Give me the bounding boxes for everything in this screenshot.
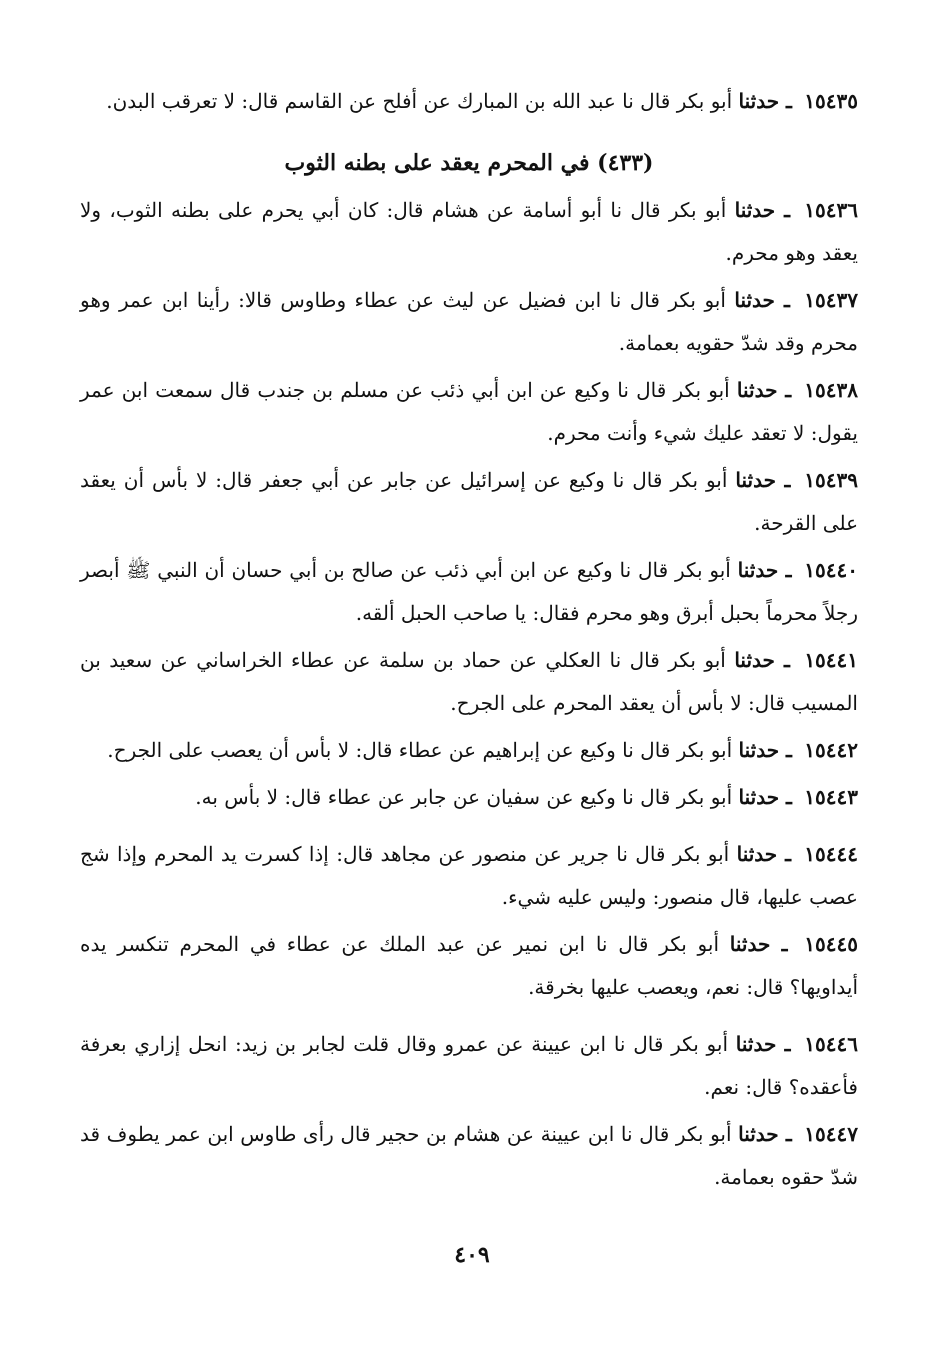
hadith-number: ١٥٤٤٢: [804, 738, 858, 762]
hadith-number: ١٥٤٤٥: [804, 932, 858, 956]
hadith-15441: [80, 639, 858, 725]
hadith-text: أبو بكر قال نا وكيع عن سفيان عن جابر عن عطاء قال: لا بأس به.: [195, 785, 733, 809]
hadith-text: أبو بكر قال نا ابن فضيل عن ليث عن عطاء وطاوس قالا: رأينا ابن عمر وهو محرم وقد شدّ حقويه بعمامة.: [80, 288, 858, 355]
chapter-number: (٤٣٣): [597, 150, 654, 176]
page-number: ٤٠٩: [454, 1242, 490, 1268]
hadith-15435: [80, 80, 858, 123]
hadith-text: أبو بكر قال نا وكيع عن إبراهيم عن عطاء قال: لا بأس أن يعصب على الجرح.: [107, 738, 733, 762]
hadith-opening: ـ حدثنا: [738, 738, 792, 762]
chapter-title: في المحرم يعقد على بطنه الثوب: [284, 150, 590, 176]
hadith-text: أبو بكر قال نا العكلي عن حماد بن سلمة عن عطاء الخراساني عن سعيد بن المسيب قال: لا بأس أن يعقد المحرم على الجرح.: [80, 648, 858, 715]
hadith-text: أبو بكر قال نا وكيع عن ابن أبي ذئب عن صالح بن أبي حسان أن النبي ﷺ أبصر رجلاً محرماً بحبل أبرق وهو محرم فقال: يا صاحب الحبل ألقه.: [80, 558, 858, 625]
hadith-number: ١٥٤٣٨: [804, 378, 858, 402]
hadith-text: أبو بكر قال نا أبو أسامة عن هشام قال: كان أبي يحرم على بطنه الثوب، ولا يعقد وهو محرم.: [80, 198, 858, 265]
hadith-number: ١٥٤٤٠: [804, 558, 858, 582]
hadith-number: ١٥٤٤٦: [804, 1032, 858, 1056]
hadith-number: ١٥٤٣٧: [804, 288, 859, 312]
hadith-opening: ـ حدثنا: [735, 468, 791, 492]
hadith-opening: ـ حدثنا: [738, 1122, 792, 1146]
hadith-opening: ـ حدثنا: [729, 932, 788, 956]
hadith-text: أبو بكر قال نا ابن عيينة عن عمرو وقال قلت لجابر بن زيد: انحل إزاري بعرفة فأعقده؟ قال: نعم.: [80, 1032, 858, 1099]
hadith-number: ١٥٤٣٦: [804, 198, 858, 222]
hadith-15446: [80, 1023, 858, 1109]
hadith-15440: [80, 549, 858, 635]
hadith-15444: [80, 833, 858, 919]
hadith-opening: ـ حدثنا: [738, 785, 792, 809]
page-content: [80, 80, 858, 1203]
hadith-opening: ـ حدثنا: [734, 198, 790, 222]
hadith-text: أبو بكر قال نا جرير عن منصور عن مجاهد قال: إذا كسرت يد المحرم وإذا شج عصب عليها، قال منصور: وليس عليه شيء.: [80, 842, 858, 909]
hadith-opening: ـ حدثنا: [736, 842, 791, 866]
hadith-15442: [80, 729, 858, 772]
hadith-opening: ـ حدثنا: [736, 378, 792, 402]
hadith-opening: ـ حدثنا: [735, 1032, 791, 1056]
hadith-number: ١٥٤٤٧: [804, 1122, 859, 1146]
hadith-text: أبو بكر قال نا ابن نمير عن عبد الملك عن عطاء في المحرم تنكسر يده أيداويها؟ قال: نعم، ويعصب عليها بخرقة.: [80, 932, 858, 999]
hadith-number: ١٥٤٣٩: [804, 468, 858, 492]
hadith-opening: ـ حدثنا: [734, 648, 790, 672]
hadith-opening: ـ حدثنا: [734, 288, 790, 312]
chapter-heading: [80, 143, 858, 183]
hadith-text: أبو بكر قال نا عبد الله بن المبارك عن أفلح عن القاسم قال: لا تعرقب البدن.: [106, 89, 733, 113]
hadith-number: ١٥٤٤٤: [804, 842, 859, 866]
hadith-text: أبو بكر قال نا وكيع عن إسرائيل عن جابر عن أبي جعفر قال: لا بأس أن يعقد على القرحة.: [80, 468, 858, 535]
hadith-opening: ـ حدثنا: [738, 89, 792, 113]
hadith-number: ١٥٤٤١: [804, 648, 859, 672]
hadith-15443: [80, 776, 858, 819]
hadith-text: أبو بكر قال نا ابن عيينة عن هشام بن حجير قال رأى طاوس ابن عمر يطوف قد شدّ حقوه بعمامة.: [80, 1122, 858, 1189]
hadith-text: أبو بكر قال نا وكيع عن ابن أبي ذئب عن مسلم بن جندب قال سمعت ابن عمر يقول: لا تعقد عليك شيء وأنت محرم.: [80, 378, 858, 445]
hadith-15436: [80, 189, 858, 275]
hadith-number: ١٥٤٣٥: [804, 89, 858, 113]
hadith-15439: [80, 459, 858, 545]
hadith-opening: ـ حدثنا: [737, 558, 792, 582]
hadith-15437: [80, 279, 858, 365]
hadith-15447: [80, 1113, 858, 1199]
hadith-15438: [80, 369, 858, 455]
hadith-number: ١٥٤٤٣: [804, 785, 858, 809]
hadith-15445: [80, 923, 858, 1009]
